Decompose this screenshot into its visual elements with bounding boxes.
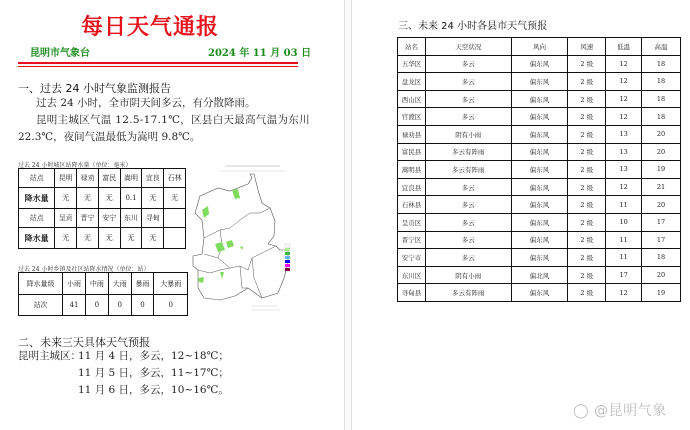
page-left [0,0,344,430]
table-row [398,231,681,249]
table-cell: 多云 [425,73,511,91]
table-cell: 无 [98,228,120,249]
table1-caption: 过去 24 小时城区站降水量（单位：毫米） [18,162,132,169]
table-cell: 2 级 [568,213,606,231]
page-divider [344,0,352,430]
table-cell: 站点 [19,209,55,228]
section3-heading: 三、未来 24 小时各县市天气预报 [398,21,548,32]
table-cell: 多云 [425,213,511,231]
table-cell: 偏东风 [511,213,568,231]
table-cell: 多云 [425,249,511,267]
table-cell: 多云 [425,90,511,108]
table-cell: 偏东风 [511,90,568,108]
county-forecast-table [397,37,681,302]
table-cell: 无 [55,188,77,209]
table-cell: 2 级 [568,284,606,302]
table-cell: 18 [642,90,681,108]
table-cell: 多云 [425,55,511,73]
table-cell: 2 级 [568,249,606,267]
table-cell: 13 [606,125,642,143]
table-cell: 富民县 [398,143,426,161]
table-cell: 2 级 [568,178,606,196]
table-cell: 无 [142,228,164,249]
table2-caption: 过去 24 小时乡镇及社区站降水情况（单位：站） [18,266,150,273]
table-row [398,125,681,143]
table-cell: 偏东风 [511,161,568,179]
table-cell: 20 [642,125,681,143]
table-row [398,55,681,73]
table-cell: 偏东风 [511,73,568,91]
table-cell: 2 级 [568,161,606,179]
table-cell: 偏东风 [511,125,568,143]
table-cell: 安宁市 [398,249,426,267]
table-cell: 20 [642,143,681,161]
table-cell: 11 [606,196,642,214]
table-cell: 降水量级 [19,273,63,295]
table-cell: 呈贡区 [398,213,426,231]
table-cell: 11 [606,249,642,267]
table-cell: 小雨 [63,273,86,295]
table-row [398,90,681,108]
table-cell: 官渡区 [398,108,426,126]
table-row [398,143,681,161]
table-cell: 多云 [425,108,511,126]
table-cell: 12 [606,73,642,91]
table-cell: 0.1 [120,188,142,209]
table-cell: 无 [55,228,77,249]
section2-heading: 二、未来三天具体天气预报 [18,336,150,349]
table-cell: 12 [606,90,642,108]
table-cell: 11 [606,231,642,249]
table-cell: 17 [642,231,681,249]
table-cell: 偏东风 [511,249,568,267]
table-cell: 站次 [19,295,63,316]
table-cell: 宜良 [142,169,164,188]
table-cell: 多云有阵雨 [425,143,511,161]
table-cell: 多云 [425,196,511,214]
table-cell: 2 级 [568,143,606,161]
table-cell: 大雨 [108,273,131,295]
table-cell: 石林 [164,169,186,188]
table-cell: 寻甸 [142,209,164,228]
table-row [398,178,681,196]
forecast-day-2: 11 月 5 日，多云，11~17℃； [78,367,229,379]
table-cell: 嵩明 [120,169,142,188]
table-cell: 2 级 [568,196,606,214]
table-cell: 偏东风 [511,55,568,73]
table-cell: 呈贡 [55,209,77,228]
table-cell: 偏东风 [511,143,568,161]
forecast-day-1: 11 月 4 日，多云，12~18℃； [78,350,229,362]
table-cell: 偏东风 [511,196,568,214]
table-cell: 41 [63,295,86,316]
section1-heading: 一、过去 24 小时气象监测报告 [18,82,171,95]
table-cell: 20 [642,266,681,284]
table-body [398,55,681,301]
table-cell: 阴有小雨 [425,125,511,143]
table-cell: 0 [108,295,131,316]
table-row [398,196,681,214]
table-header-row [398,38,681,56]
table-row [398,73,681,91]
table-cell: 中雨 [85,273,108,295]
table-cell: 13 [606,161,642,179]
table-cell: 无 [77,188,99,209]
table-cell: 安宁 [98,209,120,228]
table-cell: 禄劝县 [398,125,426,143]
table-cell: 五华区 [398,55,426,73]
precipitation-map [190,158,340,313]
table-cell: 无 [142,188,164,209]
table-cell [164,209,186,228]
table-cell: 降水量 [19,228,55,249]
table-cell: 偏东风 [511,284,568,302]
table-cell: 12 [606,108,642,126]
column-header: 低温 [606,38,642,56]
section1-para2-line1: 昆明主城区气温 12.5-17.1℃，区县白天最高气温为东川 [36,114,310,126]
table-cell: 0 [131,295,154,316]
table-cell: 无 [98,188,120,209]
table-cell: 18 [642,73,681,91]
header-divider-thick [18,62,298,64]
table-cell: 暴雨 [131,273,154,295]
table-cell: 偏东风 [511,231,568,249]
table-cell: 偏北风 [511,266,568,284]
table-row [398,213,681,231]
table-cell: 晋宁 [77,209,99,228]
table-cell: 2 级 [568,231,606,249]
table-cell: 寻甸县 [398,284,426,302]
forecast-day-3: 11 月 6 日，多云，10~16℃。 [78,384,229,396]
table-cell: 17 [606,266,642,284]
table-cell: 降水量 [19,188,55,209]
table-cell: 12 [606,284,642,302]
table-cell: 2 级 [568,108,606,126]
report-title: 每日天气通报 [80,14,219,40]
table-cell: 昆明 [55,169,77,188]
table-cell: 12 [606,178,642,196]
table-row [398,266,681,284]
table-cell: 0 [154,295,188,316]
column-header: 高温 [642,38,681,56]
column-header: 风向 [511,38,568,56]
table-cell: 禄劝 [77,169,99,188]
table-cell: 18 [642,55,681,73]
column-header: 天空状况 [425,38,511,56]
table-row [398,249,681,267]
table-cell: 21 [642,178,681,196]
table-cell: 东川 [120,209,142,228]
table-cell: 偏东风 [511,108,568,126]
table-cell: 西山区 [398,90,426,108]
agency-name: 昆明市气象台 [30,48,90,59]
weibo-icon: ◯ [573,403,590,419]
table-cell: 无 [120,228,142,249]
header-divider-thin [18,66,298,67]
table-cell: 19 [642,161,681,179]
table-cell: 富民 [98,169,120,188]
table-cell: 2 级 [568,125,606,143]
table-cell: 宜良县 [398,178,426,196]
table-cell: 2 级 [568,266,606,284]
table-cell: 2 级 [568,73,606,91]
table-cell: 盘龙区 [398,73,426,91]
column-header: 风速 [568,38,606,56]
report-date: 2024 年 11 月 03 日 [208,48,312,59]
table-cell: 0 [85,295,108,316]
precip-level-table [18,272,188,316]
forecast-city-label: 昆明主城区： [18,350,81,362]
table-cell: 20 [642,196,681,214]
table-cell: 13 [606,143,642,161]
section1-para2-line2: 22.3℃，夜间气温最低为嵩明 9.8℃。 [18,131,201,143]
table-cell: 2 级 [568,90,606,108]
table-cell: 多云 [425,178,511,196]
table-cell: 阴有小雨 [425,266,511,284]
table-row [398,108,681,126]
table-cell [164,228,186,249]
column-header: 站名 [398,38,426,56]
table-cell: 多云有阵雨 [425,284,511,302]
table-cell: 18 [642,249,681,267]
table-cell: 无 [77,228,99,249]
table-cell: 多云有阵雨 [425,161,511,179]
table-cell: 17 [642,213,681,231]
table-cell: 偏东风 [511,178,568,196]
watermark-text: @昆明气象 [594,403,667,419]
table-row [398,161,681,179]
table-cell: 嵩明县 [398,161,426,179]
weibo-watermark [573,400,667,420]
precip-station-table [18,168,186,249]
table-cell: 12 [606,55,642,73]
table-cell: 大暴雨 [154,273,188,295]
table-cell: 多云 [425,231,511,249]
table-cell: 18 [642,108,681,126]
table-cell: 站点 [19,169,55,188]
table-cell: 无 [164,188,186,209]
table-cell: 10 [606,213,642,231]
table-cell: 2 级 [568,55,606,73]
table-row [398,284,681,302]
table-cell: 石林县 [398,196,426,214]
table-cell: 东川区 [398,266,426,284]
table-cell: 晋宁区 [398,231,426,249]
section1-para1: 过去 24 小时，全市阴天间多云，有分散降雨。 [36,97,256,109]
table-cell: 19 [642,284,681,302]
